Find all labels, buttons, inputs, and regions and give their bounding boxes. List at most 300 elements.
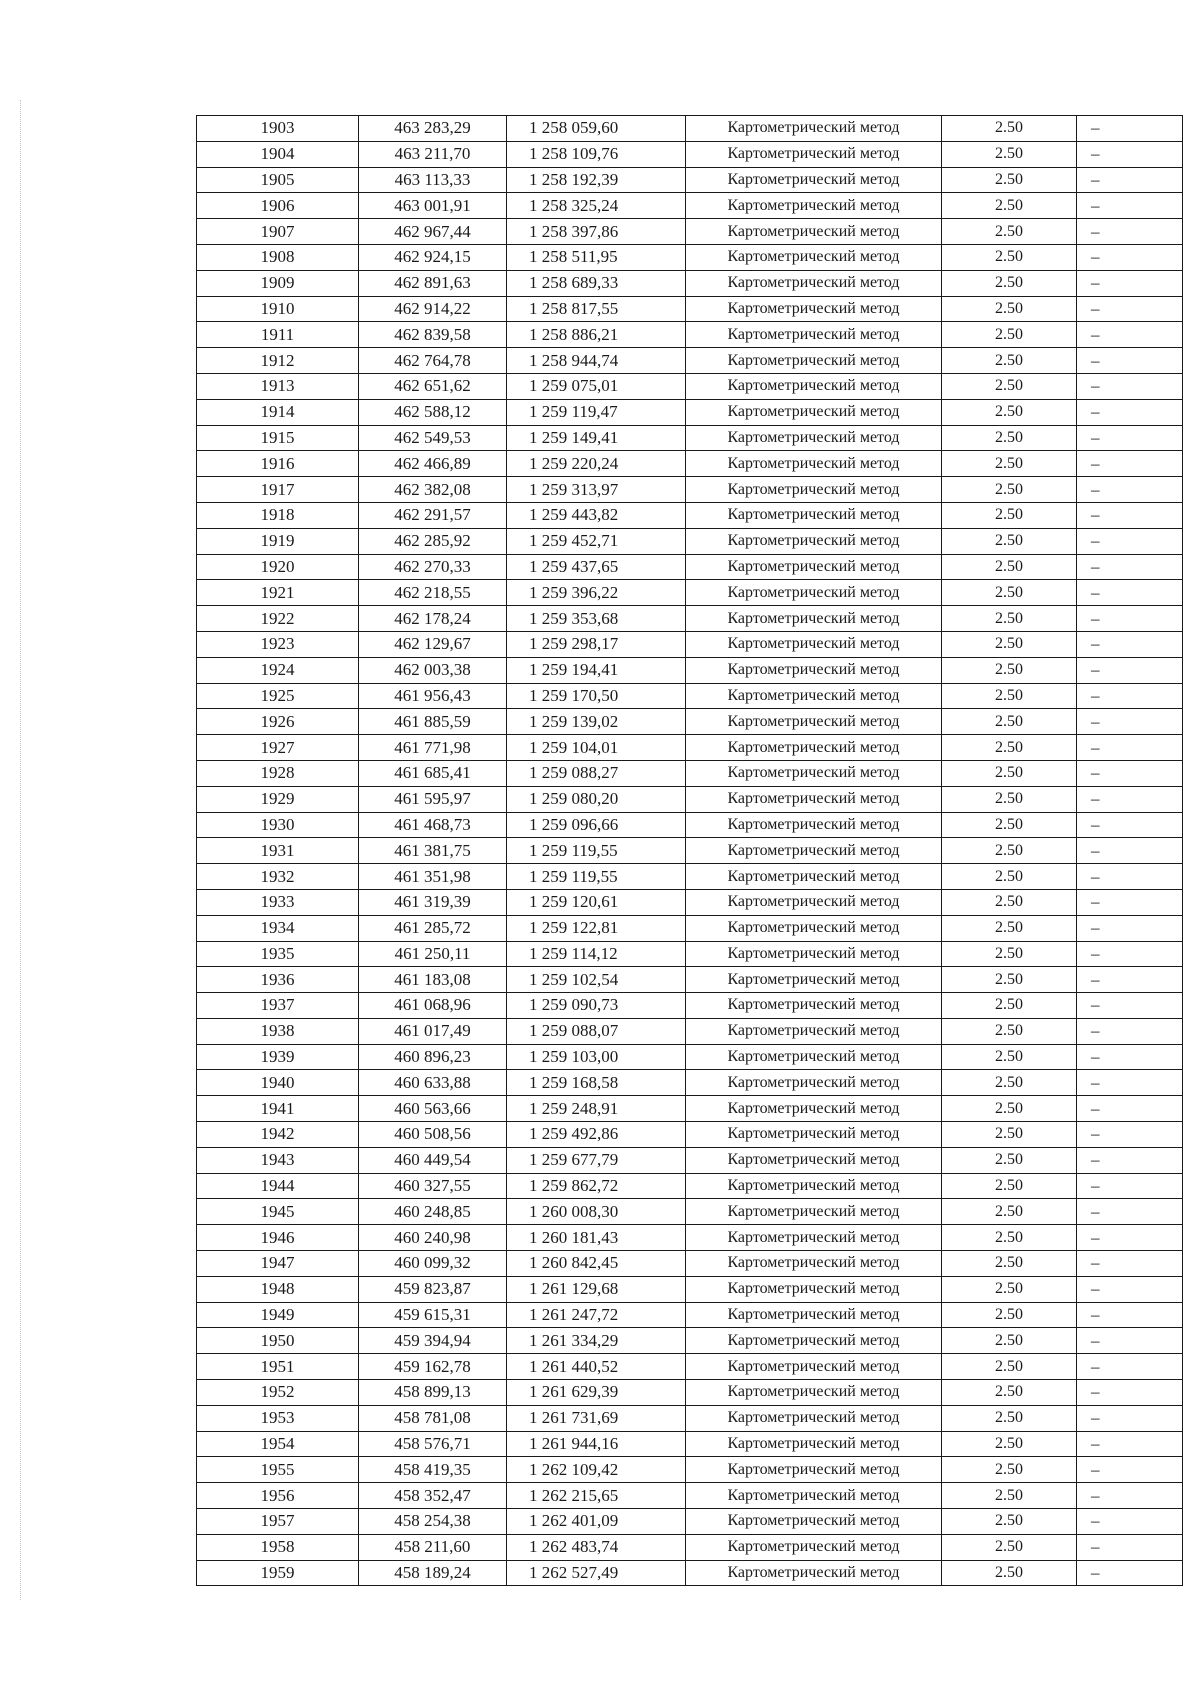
point-number-cell: 1959: [197, 1560, 359, 1586]
method-cell: Картометрический метод: [686, 1251, 942, 1277]
y-coordinate-cell: 1 261 944,16: [507, 1431, 686, 1457]
note-cell: –: [1077, 580, 1183, 606]
point-number-cell: 1933: [197, 889, 359, 915]
x-coordinate-cell: 461 351,98: [359, 864, 507, 890]
note-cell: –: [1077, 270, 1183, 296]
x-coordinate-cell: 460 896,23: [359, 1044, 507, 1070]
y-coordinate-cell: 1 259 168,58: [507, 1070, 686, 1096]
y-coordinate-cell: 1 262 215,65: [507, 1483, 686, 1509]
accuracy-cell: 2.50: [942, 296, 1077, 322]
x-coordinate-cell: 458 419,35: [359, 1457, 507, 1483]
method-cell: Картометрический метод: [686, 606, 942, 632]
point-number-cell: 1951: [197, 1354, 359, 1380]
point-number-cell: 1926: [197, 709, 359, 735]
y-coordinate-cell: 1 259 088,07: [507, 1018, 686, 1044]
note-cell: –: [1077, 373, 1183, 399]
table-row: [197, 606, 1183, 632]
accuracy-cell: 2.50: [942, 812, 1077, 838]
point-number-cell: 1914: [197, 399, 359, 425]
note-cell: –: [1077, 1534, 1183, 1560]
note-cell: –: [1077, 1302, 1183, 1328]
y-coordinate-cell: 1 259 103,00: [507, 1044, 686, 1070]
table-row: [197, 760, 1183, 786]
x-coordinate-cell: 462 466,89: [359, 451, 507, 477]
y-coordinate-cell: 1 258 059,60: [507, 116, 686, 142]
method-cell: Картометрический метод: [686, 1173, 942, 1199]
accuracy-cell: 2.50: [942, 1096, 1077, 1122]
table-row: [197, 580, 1183, 606]
table-row: [197, 709, 1183, 735]
accuracy-cell: 2.50: [942, 167, 1077, 193]
x-coordinate-cell: 460 248,85: [359, 1199, 507, 1225]
accuracy-cell: 2.50: [942, 193, 1077, 219]
method-cell: Картометрический метод: [686, 967, 942, 993]
method-cell: Картометрический метод: [686, 1328, 942, 1354]
x-coordinate-cell: 462 129,67: [359, 631, 507, 657]
x-coordinate-cell: 463 283,29: [359, 116, 507, 142]
x-coordinate-cell: 463 211,70: [359, 141, 507, 167]
note-cell: –: [1077, 657, 1183, 683]
point-number-cell: 1939: [197, 1044, 359, 1070]
point-number-cell: 1950: [197, 1328, 359, 1354]
y-coordinate-cell: 1 258 397,86: [507, 219, 686, 245]
y-coordinate-cell: 1 262 483,74: [507, 1534, 686, 1560]
x-coordinate-cell: 461 956,43: [359, 683, 507, 709]
table-row: [197, 1483, 1183, 1509]
y-coordinate-cell: 1 259 075,01: [507, 373, 686, 399]
note-cell: –: [1077, 502, 1183, 528]
note-cell: –: [1077, 116, 1183, 142]
x-coordinate-cell: 461 285,72: [359, 915, 507, 941]
accuracy-cell: 2.50: [942, 322, 1077, 348]
table-row: [197, 373, 1183, 399]
method-cell: Картометрический метод: [686, 141, 942, 167]
y-coordinate-cell: 1 259 396,22: [507, 580, 686, 606]
y-coordinate-cell: 1 261 129,68: [507, 1276, 686, 1302]
table-row: [197, 116, 1183, 142]
point-number-cell: 1941: [197, 1096, 359, 1122]
x-coordinate-cell: 461 183,08: [359, 967, 507, 993]
table-row: [197, 244, 1183, 270]
x-coordinate-cell: 461 068,96: [359, 993, 507, 1019]
y-coordinate-cell: 1 259 104,01: [507, 735, 686, 761]
method-cell: Картометрический метод: [686, 193, 942, 219]
point-number-cell: 1913: [197, 373, 359, 399]
x-coordinate-cell: 462 291,57: [359, 502, 507, 528]
point-number-cell: 1946: [197, 1225, 359, 1251]
note-cell: –: [1077, 1096, 1183, 1122]
note-cell: –: [1077, 709, 1183, 735]
method-cell: Картометрический метод: [686, 735, 942, 761]
x-coordinate-cell: 459 162,78: [359, 1354, 507, 1380]
method-cell: Картометрический метод: [686, 425, 942, 451]
method-cell: Картометрический метод: [686, 322, 942, 348]
accuracy-cell: 2.50: [942, 1070, 1077, 1096]
method-cell: Картометрический метод: [686, 993, 942, 1019]
y-coordinate-cell: 1 259 102,54: [507, 967, 686, 993]
y-coordinate-cell: 1 259 119,55: [507, 838, 686, 864]
table-row: [197, 425, 1183, 451]
accuracy-cell: 2.50: [942, 399, 1077, 425]
scan-margin-artifact: [20, 100, 23, 1600]
x-coordinate-cell: 459 823,87: [359, 1276, 507, 1302]
accuracy-cell: 2.50: [942, 889, 1077, 915]
method-cell: Картометрический метод: [686, 1380, 942, 1406]
table-row: [197, 554, 1183, 580]
note-cell: –: [1077, 425, 1183, 451]
point-number-cell: 1910: [197, 296, 359, 322]
y-coordinate-cell: 1 259 120,61: [507, 889, 686, 915]
method-cell: Картометрический метод: [686, 709, 942, 735]
table-row: [197, 348, 1183, 374]
x-coordinate-cell: 463 001,91: [359, 193, 507, 219]
coordinates-table-body: [197, 116, 1183, 1586]
note-cell: –: [1077, 1199, 1183, 1225]
table-row: [197, 915, 1183, 941]
note-cell: –: [1077, 528, 1183, 554]
x-coordinate-cell: 461 685,41: [359, 760, 507, 786]
table-row: [197, 1328, 1183, 1354]
y-coordinate-cell: 1 260 008,30: [507, 1199, 686, 1225]
method-cell: Картометрический метод: [686, 889, 942, 915]
point-number-cell: 1932: [197, 864, 359, 890]
y-coordinate-cell: 1 259 119,47: [507, 399, 686, 425]
accuracy-cell: 2.50: [942, 1509, 1077, 1535]
point-number-cell: 1953: [197, 1405, 359, 1431]
accuracy-cell: 2.50: [942, 1534, 1077, 1560]
x-coordinate-cell: 462 839,58: [359, 322, 507, 348]
note-cell: –: [1077, 399, 1183, 425]
note-cell: –: [1077, 244, 1183, 270]
method-cell: Картометрический метод: [686, 554, 942, 580]
table-row: [197, 1199, 1183, 1225]
point-number-cell: 1938: [197, 1018, 359, 1044]
y-coordinate-cell: 1 259 353,68: [507, 606, 686, 632]
y-coordinate-cell: 1 259 248,91: [507, 1096, 686, 1122]
point-number-cell: 1906: [197, 193, 359, 219]
y-coordinate-cell: 1 261 731,69: [507, 1405, 686, 1431]
y-coordinate-cell: 1 258 511,95: [507, 244, 686, 270]
point-number-cell: 1944: [197, 1173, 359, 1199]
accuracy-cell: 2.50: [942, 1560, 1077, 1586]
table-row: [197, 1122, 1183, 1148]
point-number-cell: 1935: [197, 941, 359, 967]
x-coordinate-cell: 459 615,31: [359, 1302, 507, 1328]
accuracy-cell: 2.50: [942, 1199, 1077, 1225]
method-cell: Картометрический метод: [686, 1147, 942, 1173]
x-coordinate-cell: 462 003,38: [359, 657, 507, 683]
y-coordinate-cell: 1 259 862,72: [507, 1173, 686, 1199]
x-coordinate-cell: 461 250,11: [359, 941, 507, 967]
table-row: [197, 270, 1183, 296]
method-cell: Картометрический метод: [686, 1070, 942, 1096]
y-coordinate-cell: 1 258 192,39: [507, 167, 686, 193]
table-row: [197, 1431, 1183, 1457]
note-cell: –: [1077, 760, 1183, 786]
point-number-cell: 1919: [197, 528, 359, 554]
table-row: [197, 967, 1183, 993]
table-row: [197, 889, 1183, 915]
y-coordinate-cell: 1 259 096,66: [507, 812, 686, 838]
note-cell: –: [1077, 967, 1183, 993]
note-cell: –: [1077, 1560, 1183, 1586]
accuracy-cell: 2.50: [942, 1225, 1077, 1251]
y-coordinate-cell: 1 259 443,82: [507, 502, 686, 528]
y-coordinate-cell: 1 262 109,42: [507, 1457, 686, 1483]
accuracy-cell: 2.50: [942, 915, 1077, 941]
accuracy-cell: 2.50: [942, 141, 1077, 167]
x-coordinate-cell: 462 967,44: [359, 219, 507, 245]
method-cell: Картометрический метод: [686, 580, 942, 606]
method-cell: Картометрический метод: [686, 1225, 942, 1251]
note-cell: –: [1077, 477, 1183, 503]
method-cell: Картометрический метод: [686, 373, 942, 399]
point-number-cell: 1934: [197, 915, 359, 941]
note-cell: –: [1077, 141, 1183, 167]
x-coordinate-cell: 461 468,73: [359, 812, 507, 838]
y-coordinate-cell: 1 259 149,41: [507, 425, 686, 451]
note-cell: –: [1077, 838, 1183, 864]
method-cell: Картометрический метод: [686, 399, 942, 425]
note-cell: –: [1077, 1457, 1183, 1483]
table-row: [197, 1457, 1183, 1483]
table-row: [197, 683, 1183, 709]
table-row: [197, 1302, 1183, 1328]
y-coordinate-cell: 1 262 401,09: [507, 1509, 686, 1535]
table-row: [197, 296, 1183, 322]
table-row: [197, 993, 1183, 1019]
x-coordinate-cell: 458 781,08: [359, 1405, 507, 1431]
note-cell: –: [1077, 1251, 1183, 1277]
method-cell: Картометрический метод: [686, 219, 942, 245]
y-coordinate-cell: 1 259 170,50: [507, 683, 686, 709]
point-number-cell: 1904: [197, 141, 359, 167]
note-cell: –: [1077, 451, 1183, 477]
accuracy-cell: 2.50: [942, 219, 1077, 245]
point-number-cell: 1940: [197, 1070, 359, 1096]
note-cell: –: [1077, 889, 1183, 915]
x-coordinate-cell: 460 449,54: [359, 1147, 507, 1173]
x-coordinate-cell: 461 017,49: [359, 1018, 507, 1044]
method-cell: Картометрический метод: [686, 1509, 942, 1535]
table-row: [197, 1018, 1183, 1044]
accuracy-cell: 2.50: [942, 631, 1077, 657]
point-number-cell: 1923: [197, 631, 359, 657]
x-coordinate-cell: 462 891,63: [359, 270, 507, 296]
table-row: [197, 399, 1183, 425]
x-coordinate-cell: 459 394,94: [359, 1328, 507, 1354]
point-number-cell: 1942: [197, 1122, 359, 1148]
method-cell: Картометрический метод: [686, 477, 942, 503]
y-coordinate-cell: 1 261 440,52: [507, 1354, 686, 1380]
point-number-cell: 1943: [197, 1147, 359, 1173]
note-cell: –: [1077, 1225, 1183, 1251]
table-row: [197, 1096, 1183, 1122]
method-cell: Картометрический метод: [686, 1276, 942, 1302]
table-row: [197, 941, 1183, 967]
point-number-cell: 1954: [197, 1431, 359, 1457]
accuracy-cell: 2.50: [942, 1483, 1077, 1509]
note-cell: –: [1077, 1431, 1183, 1457]
accuracy-cell: 2.50: [942, 373, 1077, 399]
x-coordinate-cell: 462 651,62: [359, 373, 507, 399]
method-cell: Картометрический метод: [686, 116, 942, 142]
note-cell: –: [1077, 1122, 1183, 1148]
y-coordinate-cell: 1 261 334,29: [507, 1328, 686, 1354]
method-cell: Картометрический метод: [686, 657, 942, 683]
note-cell: –: [1077, 193, 1183, 219]
table-row: [197, 1251, 1183, 1277]
note-cell: –: [1077, 322, 1183, 348]
accuracy-cell: 2.50: [942, 1173, 1077, 1199]
accuracy-cell: 2.50: [942, 1276, 1077, 1302]
method-cell: Картометрический метод: [686, 915, 942, 941]
table-row: [197, 631, 1183, 657]
x-coordinate-cell: 461 381,75: [359, 838, 507, 864]
accuracy-cell: 2.50: [942, 554, 1077, 580]
table-row: [197, 1380, 1183, 1406]
x-coordinate-cell: 460 508,56: [359, 1122, 507, 1148]
accuracy-cell: 2.50: [942, 683, 1077, 709]
point-number-cell: 1916: [197, 451, 359, 477]
point-number-cell: 1949: [197, 1302, 359, 1328]
note-cell: –: [1077, 1380, 1183, 1406]
x-coordinate-cell: 460 563,66: [359, 1096, 507, 1122]
x-coordinate-cell: 463 113,33: [359, 167, 507, 193]
point-number-cell: 1907: [197, 219, 359, 245]
note-cell: –: [1077, 1509, 1183, 1535]
accuracy-cell: 2.50: [942, 838, 1077, 864]
note-cell: –: [1077, 812, 1183, 838]
table-row: [197, 1070, 1183, 1096]
note-cell: –: [1077, 554, 1183, 580]
method-cell: Картометрический метод: [686, 167, 942, 193]
note-cell: –: [1077, 1483, 1183, 1509]
accuracy-cell: 2.50: [942, 1251, 1077, 1277]
method-cell: Картометрический метод: [686, 1354, 942, 1380]
method-cell: Картометрический метод: [686, 683, 942, 709]
y-coordinate-cell: 1 259 437,65: [507, 554, 686, 580]
note-cell: –: [1077, 1405, 1183, 1431]
method-cell: Картометрический метод: [686, 1431, 942, 1457]
note-cell: –: [1077, 1173, 1183, 1199]
y-coordinate-cell: 1 258 944,74: [507, 348, 686, 374]
point-number-cell: 1929: [197, 786, 359, 812]
point-number-cell: 1931: [197, 838, 359, 864]
table-row: [197, 477, 1183, 503]
method-cell: Картометрический метод: [686, 451, 942, 477]
table-row: [197, 502, 1183, 528]
x-coordinate-cell: 461 595,97: [359, 786, 507, 812]
x-coordinate-cell: 460 633,88: [359, 1070, 507, 1096]
accuracy-cell: 2.50: [942, 967, 1077, 993]
accuracy-cell: 2.50: [942, 760, 1077, 786]
x-coordinate-cell: 462 914,22: [359, 296, 507, 322]
y-coordinate-cell: 1 259 194,41: [507, 657, 686, 683]
method-cell: Картометрический метод: [686, 760, 942, 786]
accuracy-cell: 2.50: [942, 1431, 1077, 1457]
coordinates-table: [196, 115, 1183, 1586]
accuracy-cell: 2.50: [942, 451, 1077, 477]
note-cell: –: [1077, 1328, 1183, 1354]
x-coordinate-cell: 460 327,55: [359, 1173, 507, 1199]
method-cell: Картометрический метод: [686, 348, 942, 374]
table-row: [197, 322, 1183, 348]
point-number-cell: 1930: [197, 812, 359, 838]
accuracy-cell: 2.50: [942, 864, 1077, 890]
x-coordinate-cell: 458 899,13: [359, 1380, 507, 1406]
method-cell: Картометрический метод: [686, 812, 942, 838]
y-coordinate-cell: 1 258 109,76: [507, 141, 686, 167]
accuracy-cell: 2.50: [942, 786, 1077, 812]
method-cell: Картометрический метод: [686, 838, 942, 864]
method-cell: Картометрический метод: [686, 1560, 942, 1586]
method-cell: Картометрический метод: [686, 786, 942, 812]
y-coordinate-cell: 1 261 629,39: [507, 1380, 686, 1406]
y-coordinate-cell: 1 259 122,81: [507, 915, 686, 941]
y-coordinate-cell: 1 259 220,24: [507, 451, 686, 477]
accuracy-cell: 2.50: [942, 528, 1077, 554]
y-coordinate-cell: 1 259 677,79: [507, 1147, 686, 1173]
accuracy-cell: 2.50: [942, 1018, 1077, 1044]
x-coordinate-cell: 462 218,55: [359, 580, 507, 606]
point-number-cell: 1948: [197, 1276, 359, 1302]
accuracy-cell: 2.50: [942, 941, 1077, 967]
accuracy-cell: 2.50: [942, 116, 1077, 142]
table-row: [197, 219, 1183, 245]
accuracy-cell: 2.50: [942, 1354, 1077, 1380]
x-coordinate-cell: 458 189,24: [359, 1560, 507, 1586]
x-coordinate-cell: 461 885,59: [359, 709, 507, 735]
table-row: [197, 657, 1183, 683]
table-row: [197, 1276, 1183, 1302]
y-coordinate-cell: 1 259 139,02: [507, 709, 686, 735]
note-cell: –: [1077, 864, 1183, 890]
point-number-cell: 1917: [197, 477, 359, 503]
note-cell: –: [1077, 1044, 1183, 1070]
method-cell: Картометрический метод: [686, 1122, 942, 1148]
y-coordinate-cell: 1 259 313,97: [507, 477, 686, 503]
point-number-cell: 1927: [197, 735, 359, 761]
table-row: [197, 193, 1183, 219]
point-number-cell: 1952: [197, 1380, 359, 1406]
table-row: [197, 451, 1183, 477]
accuracy-cell: 2.50: [942, 735, 1077, 761]
table-row: [197, 1225, 1183, 1251]
y-coordinate-cell: 1 259 492,86: [507, 1122, 686, 1148]
point-number-cell: 1956: [197, 1483, 359, 1509]
point-number-cell: 1909: [197, 270, 359, 296]
point-number-cell: 1908: [197, 244, 359, 270]
note-cell: –: [1077, 683, 1183, 709]
x-coordinate-cell: 458 576,71: [359, 1431, 507, 1457]
y-coordinate-cell: 1 259 298,17: [507, 631, 686, 657]
point-number-cell: 1924: [197, 657, 359, 683]
x-coordinate-cell: 458 352,47: [359, 1483, 507, 1509]
accuracy-cell: 2.50: [942, 1122, 1077, 1148]
accuracy-cell: 2.50: [942, 657, 1077, 683]
accuracy-cell: 2.50: [942, 425, 1077, 451]
accuracy-cell: 2.50: [942, 348, 1077, 374]
point-number-cell: 1903: [197, 116, 359, 142]
accuracy-cell: 2.50: [942, 477, 1077, 503]
note-cell: –: [1077, 735, 1183, 761]
x-coordinate-cell: 462 549,53: [359, 425, 507, 451]
method-cell: Картометрический метод: [686, 941, 942, 967]
x-coordinate-cell: 462 764,78: [359, 348, 507, 374]
method-cell: Картометрический метод: [686, 502, 942, 528]
accuracy-cell: 2.50: [942, 606, 1077, 632]
